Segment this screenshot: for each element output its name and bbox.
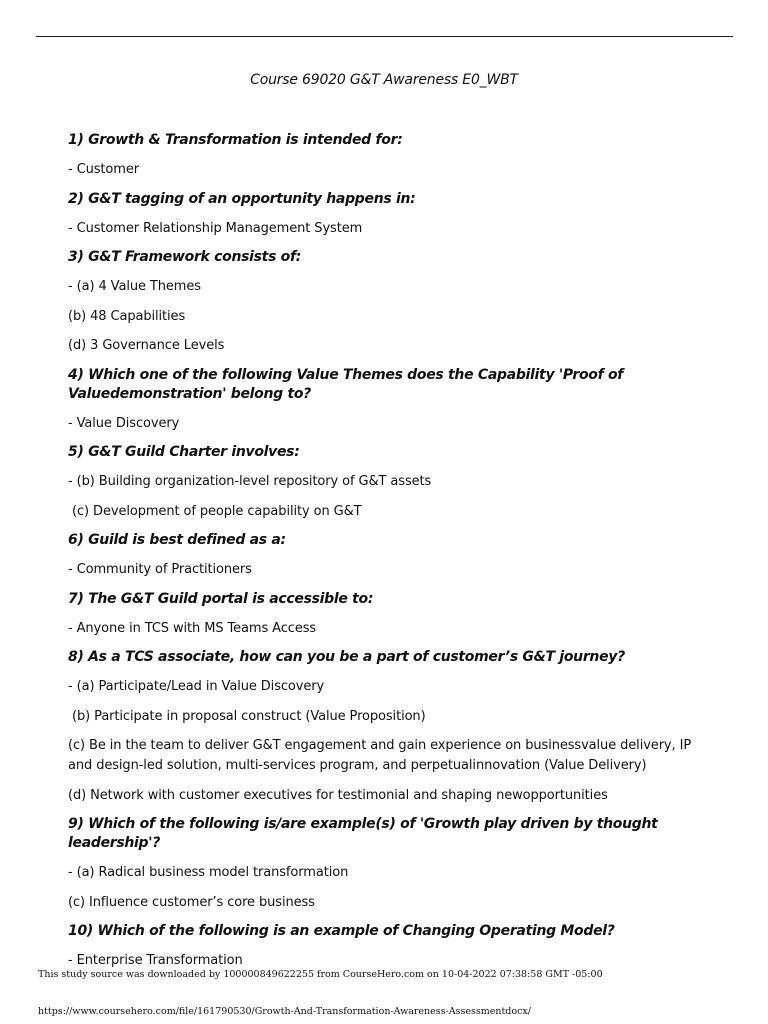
answer-5b: - (b) Building organization-level repository of G&T assets [68,474,432,489]
question-5: 5) G&T Guild Charter involves: [68,444,300,460]
question-6: 6) Guild is best defined as a: [68,532,286,548]
answer-9a: - (a) Radical business model transformation [68,865,349,880]
footer-source-note: This study source was downloaded by 100000849622255 from CourseHero.com on 10-04-2022 07:38:58 GMT -05:00 [38,969,603,980]
answer-8c: (c) Be in the team to deliver G&T engagement and gain experience on businessvalue delivery, IP and design-led solution, multi-services program, and perpetualinnovation (Value Delivery) [68,738,692,773]
answer-1: - Customer [68,162,139,177]
answer-8d: (d) Network with customer executives for testimonial and shaping newopportunities [68,787,608,803]
answer-4: - Value Discovery [68,415,180,431]
answer-5c: (c) Development of people capability on G&T [68,503,362,519]
document-body [68,131,698,981]
question-10: 10) Which of the following is an example of Changing Operating Model? [68,923,615,939]
question-1: 1) Growth & Transformation is intended for: [68,132,403,148]
answer-6: - Community of Practitioners [68,562,252,577]
question-4: 4) Which one of the following Value Themes does the Capability 'Proof of Valuedemonstration' belong to? [68,366,624,402]
answer-9c: (c) Influence customer’s core business [68,894,315,910]
question-7: 7) The G&T Guild portal is accessible to: [68,590,374,607]
answer-8b: (b) Participate in proposal construct (Value Proposition) [68,708,426,724]
document-title: Course 69020 G&T Awareness E0_WBT [250,72,518,88]
question-9: 9) Which of the following is/are example(s) of 'Growth play driven by thought leadership'? [68,816,658,851]
footer-url[interactable]: https://www.coursehero.com/file/161790530/Growth-And-Transformation-Awareness-Assessmentdocx/ [38,1006,531,1017]
answer-3b: (b) 48 Capabilities [68,308,186,324]
answer-7: - Anyone in TCS with MS Teams Access [68,620,317,636]
answer-10: - Enterprise Transformation [68,953,243,968]
top-rule [36,36,733,37]
question-2: 2) G&T tagging of an opportunity happens in: [68,190,416,207]
answer-2: - Customer Relationship Management System [68,220,363,236]
question-8: 8) As a TCS associate, how can you be a part of customer’s G&T journey? [68,649,625,665]
answer-3a: - (a) 4 Value Themes [68,279,201,294]
question-3: 3) G&T Framework consists of: [68,249,302,265]
answer-8a: - (a) Participate/Lead in Value Discovery [68,679,325,694]
answer-3d: (d) 3 Governance Levels [68,338,225,353]
